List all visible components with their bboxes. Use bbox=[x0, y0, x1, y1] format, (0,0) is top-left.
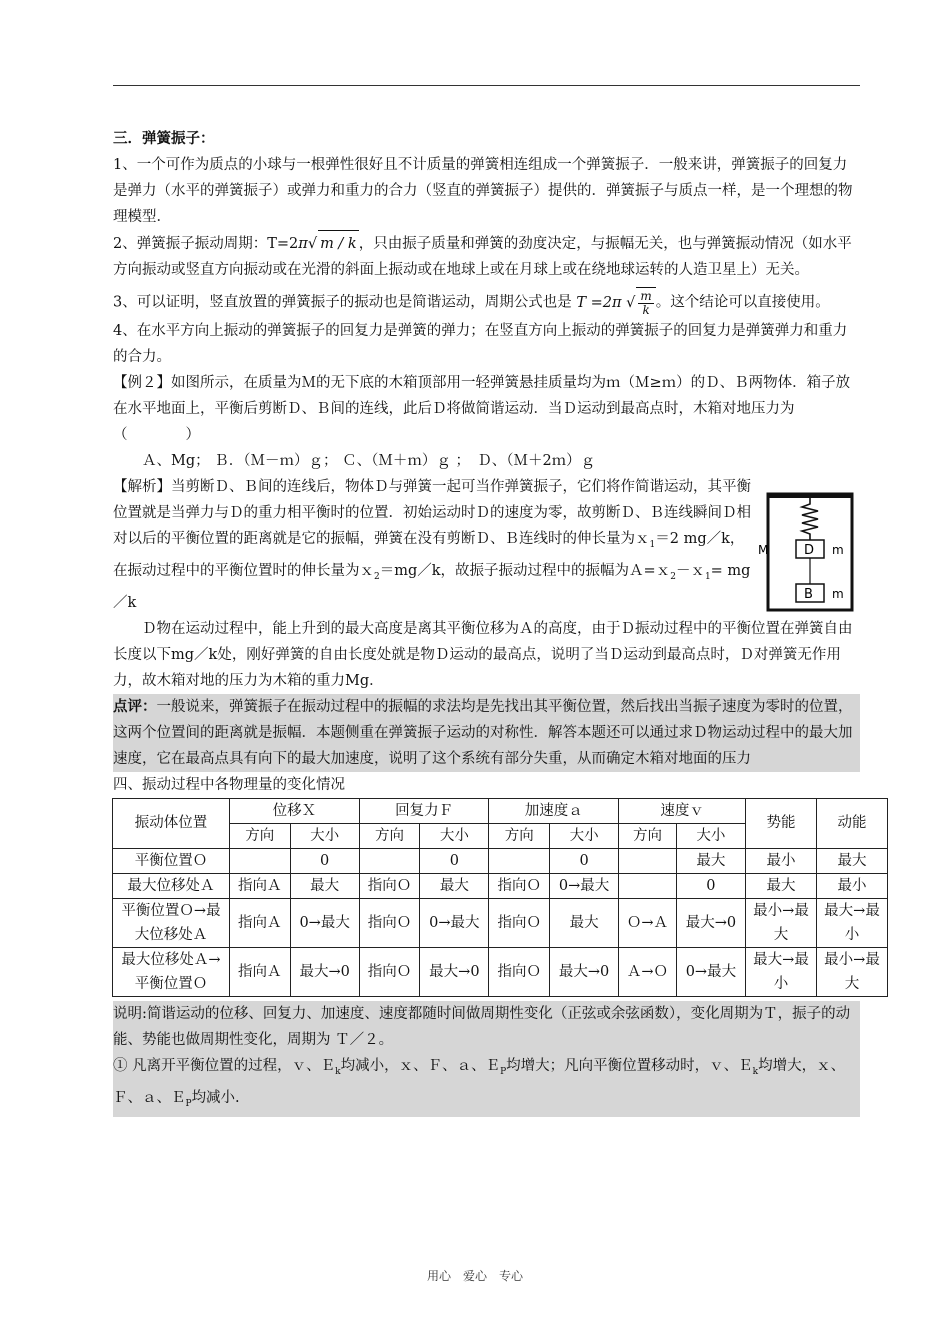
table-cell: 指向Ａ bbox=[230, 947, 291, 996]
th-acceleration: 加速度ａ bbox=[489, 798, 619, 823]
table-cell: 指向Ｏ bbox=[489, 947, 550, 996]
table-row bbox=[113, 848, 888, 873]
table-cell: 最大位移处Ａ→平衡位置Ｏ bbox=[113, 947, 230, 996]
table-cell: 0 bbox=[676, 873, 745, 898]
table-row bbox=[113, 873, 888, 898]
th-mag: 大小 bbox=[676, 823, 745, 848]
table-cell: 最大→最小 bbox=[746, 947, 817, 996]
table-row bbox=[113, 898, 888, 947]
label-mass-box: M bbox=[758, 543, 769, 557]
table-cell: 最小 bbox=[746, 848, 817, 873]
table-cell: 0 bbox=[550, 848, 619, 873]
section3-p3: 3、可以证明，竖直放置的弹簧振子的振动也是简谐运动，周期公式也是 T =2π √ $\frac{m}{k}$ 。这个结论可以直接使用。 bbox=[113, 288, 830, 317]
table-cell: 0 bbox=[420, 848, 489, 873]
quantity-table bbox=[112, 798, 888, 997]
table-cell: 指向Ｏ bbox=[489, 898, 550, 947]
section4-title: 四、振动过程中各物理量的变化情况 bbox=[113, 776, 345, 793]
example2-comment: 点评：一般说来，弹簧振子在振动过程中的振幅的求法均是先找出其平衡位置，然后找出当振子速度为零时的位置，这两个位置间的距离就是振幅．本题侧重在弹簧振子运动的对称性．解答本题还可以通过求Ｄ物运动过程中的最大加速度，它在最高点具有向下的最大加速度，说明了这个系统有部分失重，从而确定木箱对地面的压力 bbox=[113, 694, 860, 772]
sqrt-m-over-k: m / k bbox=[318, 230, 359, 257]
section3-title: 三．弹簧振子： bbox=[113, 130, 215, 147]
example2-question: 【例２】如图所示，在质量为Ｍ的无下底的木箱顶部用一轻弹簧悬挂质量均为ｍ（Ｍ≥ｍ）的Ｄ、Ｂ两物体．箱子放在水平地面上，平衡后剪断Ｄ、Ｂ间的连线，此后Ｄ将做简谐运动．当Ｄ运动到最高点时，木箱对地压力为（ ） bbox=[113, 375, 851, 443]
table-cell: 指向Ａ bbox=[230, 873, 291, 898]
table-cell bbox=[359, 848, 420, 873]
section3-p1: 1、一个可作为质点的小球与一根弹性很好且不计质量的弹簧相连组成一个弹簧振子．一般来讲，弹簧振子的回复力是弹力（水平的弹簧振子）或弹力和重力的合力（竖直的弹簧振子）提供的．弹簧振子与质点一样，是一个理想的物理模型． bbox=[113, 157, 853, 225]
box-top bbox=[768, 494, 852, 498]
period-fraction: $\frac{m}{k}$ bbox=[640, 288, 652, 317]
table-cell: 0→最大 bbox=[550, 873, 619, 898]
section4-note2: ① 凡离开平衡位置的过程，ｖ、Ｅ$_k$均减小，ｘ、Ｆ、ａ、Ｅ$_P$均增大；凡向平衡位置移动时，ｖ、Ｅ$_k$均增大，ｘ、Ｆ、ａ、Ｅ$_P$均减小. bbox=[113, 1053, 860, 1117]
th-mag: 大小 bbox=[420, 823, 489, 848]
th-displacement: 位移Ｘ bbox=[230, 798, 360, 823]
table-cell: 0→最大 bbox=[290, 898, 359, 947]
th-potential-energy: 势能 bbox=[746, 798, 817, 848]
label-d: D bbox=[804, 543, 815, 558]
table-cell: 指向Ｏ bbox=[359, 898, 420, 947]
table-cell: 指向Ａ bbox=[230, 898, 291, 947]
th-mag: 大小 bbox=[290, 823, 359, 848]
table-body bbox=[113, 848, 888, 996]
table-cell: 最大→0 bbox=[550, 947, 619, 996]
th-mag: 大小 bbox=[550, 823, 619, 848]
table-cell: 指向Ｏ bbox=[359, 947, 420, 996]
table-cell bbox=[619, 873, 677, 898]
table-cell: 最大→最小 bbox=[817, 898, 888, 947]
th-dir: 方向 bbox=[619, 823, 677, 848]
table-cell: 最大 bbox=[676, 848, 745, 873]
section4-note: 说明:简谐运动的位移、回复力、加速度、速度都随时间做周期性变化（正弦或余弦函数），变化周期为Ｔ，振子的动能、势能也做周期性变化，周期为 Ｔ／２。 bbox=[113, 1001, 860, 1053]
table-cell: Ｏ→Ａ bbox=[619, 898, 677, 947]
table-cell: 最大→0 bbox=[676, 898, 745, 947]
th-velocity: 速度ｖ bbox=[619, 798, 746, 823]
table-cell bbox=[619, 848, 677, 873]
table-cell: 最大→0 bbox=[290, 947, 359, 996]
label-mass-b: m bbox=[832, 587, 844, 601]
table-cell: 最大 bbox=[290, 873, 359, 898]
th-dir: 方向 bbox=[230, 823, 291, 848]
table-cell: 0→最大 bbox=[676, 947, 745, 996]
example2-options: Ａ、Mg； Ｂ．（Ｍ－ｍ）ｇ； Ｃ、（Ｍ＋ｍ）ｇ ； Ｄ、（Ｍ＋2ｍ）ｇ bbox=[142, 453, 596, 469]
table-cell: 最大→0 bbox=[420, 947, 489, 996]
label-b: B bbox=[804, 587, 813, 602]
table-cell: 0→最大 bbox=[420, 898, 489, 947]
table-cell: 最小→最大 bbox=[746, 898, 817, 947]
th-dir: 方向 bbox=[489, 823, 550, 848]
spring-box-figure bbox=[758, 490, 868, 612]
table-cell: 平衡位置Ｏ bbox=[113, 848, 230, 873]
header-rule bbox=[113, 85, 860, 86]
th-dir: 方向 bbox=[359, 823, 420, 848]
section3-p4: 4、在水平方向上振动的弹簧振子的回复力是弹簧的弹力；在竖直方向上振动的弹簧振子的回复力是弹簧弹力和重力的合力。 bbox=[113, 323, 848, 365]
document-body bbox=[113, 126, 880, 1117]
example2-analysis-1: 【解析】当剪断Ｄ、Ｂ间的连线后，物体Ｄ与弹簧一起可当作弹簧振子，它们将作简谐运动，其平衡位置就是当弹力与Ｄ的重力相平衡时的位置．初始运动时Ｄ的速度为零，故剪断Ｄ、Ｂ连线瞬间Ｄ相对以后的平衡位置的距离就是它的振幅，弹簧在没有剪断Ｄ、Ｂ连线时的伸长量为ｘ$_1$＝2 mg／k，在振动过程中的平衡位置时的伸长量为ｘ$_2$＝mg／k，故振子振动过程中的振幅为Ａ=ｘ$_2$－ｘ$_1$= mg／k bbox=[113, 479, 751, 611]
table-cell bbox=[489, 848, 550, 873]
label-mass-d: m bbox=[832, 543, 844, 557]
table-row bbox=[113, 947, 888, 996]
table-cell: 平衡位置Ｏ→最大位移处Ａ bbox=[113, 898, 230, 947]
table-cell: 最小 bbox=[817, 873, 888, 898]
table-cell: 0 bbox=[290, 848, 359, 873]
table-cell: 指向Ｏ bbox=[489, 873, 550, 898]
th-restoring-force: 回复力Ｆ bbox=[359, 798, 489, 823]
section3-p2: 2、弹簧振子振动周期：T=2π√ m / k ，只由振子质量和弹簧的劲度决定，与振幅无关，也与弹簧振动情况（如水平方向振动或竖直方向振动或在光滑的斜面上振动或在地球上或在月球上或在绕地球运转的人造卫星上）无关。 bbox=[113, 230, 860, 283]
example2-analysis-2: Ｄ物在运动过程中，能上升到的最大高度是离其平衡位移为Ａ的高度，由于Ｄ振动过程中的平衡位置在弹簧自由长度以下mg／k处，刚好弹簧的自由长度处就是物Ｄ运动的最高点，说明了当Ｄ运动到最高点时，Ｄ对弹簧无作用力，故木箱对地的压力为木箱的重力Mg． bbox=[113, 620, 853, 689]
table-cell: 最大 bbox=[746, 873, 817, 898]
table-cell bbox=[230, 848, 291, 873]
period-formula: T =2π √ $\frac{m}{k}$ bbox=[576, 287, 655, 318]
table-cell: 最大 bbox=[420, 873, 489, 898]
table-cell: 指向Ｏ bbox=[359, 873, 420, 898]
table-cell: 最大 bbox=[550, 898, 619, 947]
table-cell: 最大 bbox=[817, 848, 888, 873]
table-cell: 最小→最大 bbox=[817, 947, 888, 996]
th-position: 振动体位置 bbox=[113, 798, 230, 848]
table-cell: Ａ→Ｏ bbox=[619, 947, 677, 996]
page-footer: 用心 爱心 专心 bbox=[426, 1269, 523, 1283]
th-kinetic-energy: 动能 bbox=[817, 798, 888, 848]
table-cell: 最大位移处Ａ bbox=[113, 873, 230, 898]
